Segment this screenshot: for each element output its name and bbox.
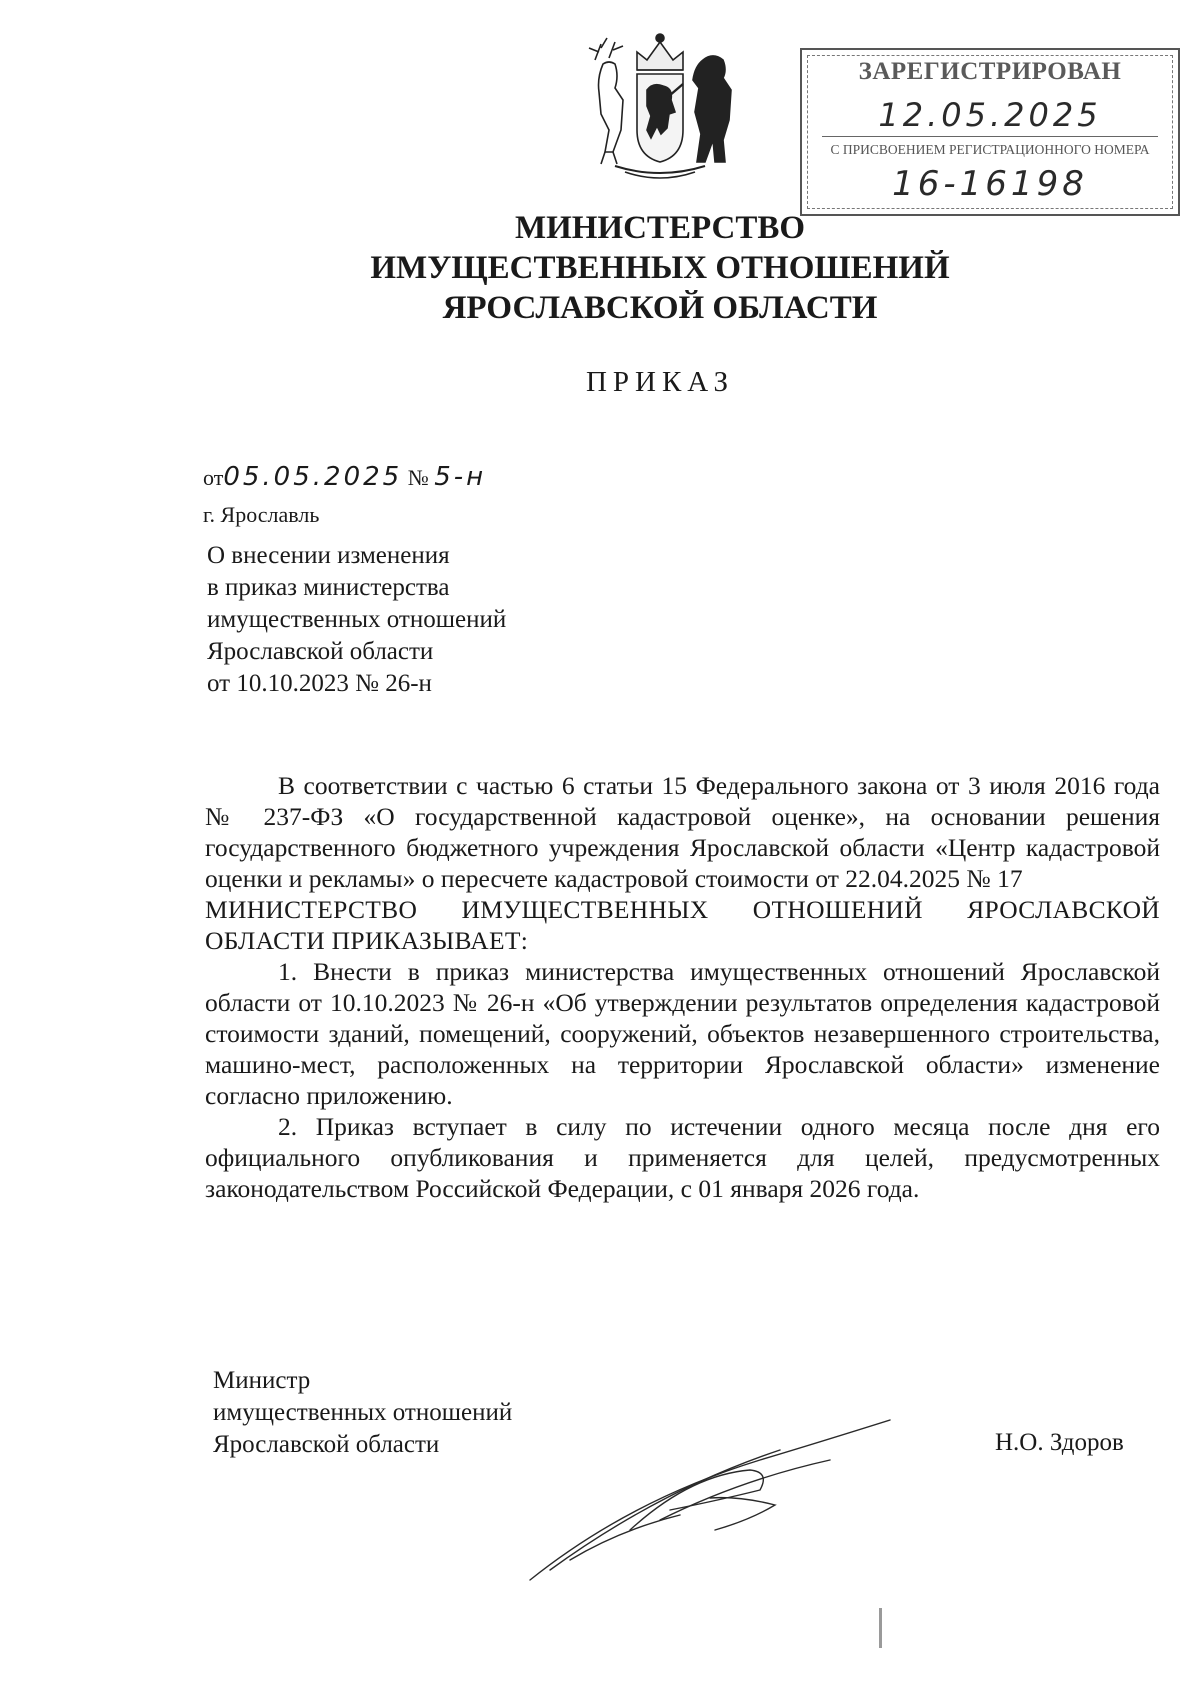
ministry-heading-line: МИНИСТЕРСТВО [514,210,806,246]
city: г. Ярославль [203,502,320,527]
subject-line: имущественных отношений [207,606,507,633]
signer-position [213,1365,512,1461]
item-2-paragraph: 2. Приказ вступает в силу по истечении одного месяца после дня его официального опубликования и применяется для целей, предусмотренных законодательством Российской Федерации, с 01 января 2026 года. [205,1112,1160,1203]
scan-mark [879,1608,882,1648]
ministry-heading-line: ЯРОСЛАВСКОЙ ОБЛАСТИ [442,290,878,326]
signer-position-line: имущественных отношений [213,1399,513,1426]
subject-line: в приказ министерства [207,574,450,601]
ministry-heading [0,208,1200,328]
resolution-paragraph: МИНИСТЕРСТВО ИМУЩЕСТВЕННЫХ ОТНОШЕНИЙ ЯРОСЛАВСКОЙ ОБЛАСТИ ПРИКАЗЫВАЕТ: [205,895,1160,955]
stamp-handwritten-date: 12.05.2025 [878,96,1102,134]
registration-stamp [800,48,1180,216]
signer-position-line: Министр [213,1367,311,1394]
stamp-registration-number: 16-16198 [892,164,1088,204]
handwritten-signature [510,1380,910,1590]
subject-line: от 10.10.2023 № 26-н [207,670,432,697]
document-type-title: ПРИКАЗ [585,366,735,398]
order-date-number [203,462,486,492]
from-label: от [203,465,224,490]
preamble-paragraph: В соответствии с частью 6 статьи 15 Федерального закона от 3 июля 2016 года № 237-ФЗ «О государственной кадастровой оценке», на основании решения государственного бюджетного учреждения Ярославской области «Центр кадастровой оценки и рекламы» о пересчете кадастровой стоимости от 22.04.2025 № 17 [205,771,1160,893]
subject-line: О внесении изменения [207,542,450,569]
number-label: № [407,465,429,490]
subject-line: Ярославской области [207,638,434,665]
order-number: 5-н [434,462,487,492]
order-subject [207,540,506,700]
stamp-divider [822,136,1158,137]
order-date: 05.05.2025 [223,462,403,492]
signer-position-line: Ярославской области [213,1431,440,1458]
stamp-title: ЗАРЕГИСТРИРОВАН [858,58,1122,85]
order-body [205,770,1160,1204]
ministry-heading-line: ИМУЩЕСТВЕННЫХ ОТНОШЕНИЙ [370,250,950,286]
stamp-caption: С ПРИСВОЕНИЕМ РЕГИСТРАЦИОННОГО НОМЕРА [830,142,1150,157]
coat-of-arms-emblem [575,30,745,180]
signer-name: Н.О. Здоров [995,1429,1124,1456]
item-1-paragraph: 1. Внести в приказ министерства имущественных отношений Ярославской области от 10.10.2023 № 26-н «Об утверждении результатов определения кадастровой стоимости зданий, помещений, сооружений, объектов незавершенного строительства, машино-мест, расположенных на территории Ярославской области» изменение согласно приложению. [205,957,1160,1110]
